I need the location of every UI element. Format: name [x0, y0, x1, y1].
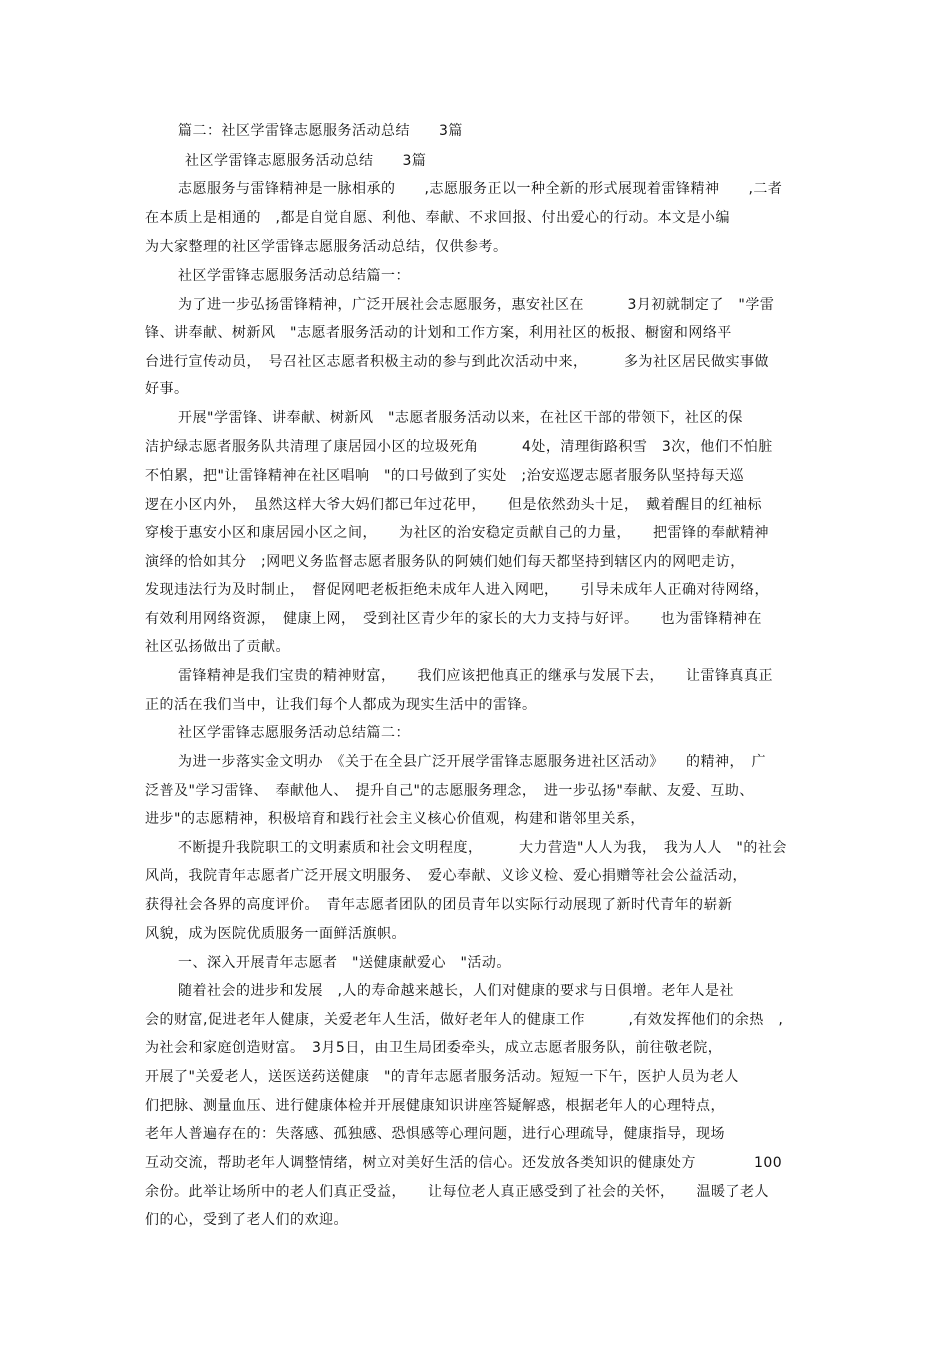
paragraph-line: 为了进一步弘扬雷锋精神，广泛开展社会志愿服务，惠安社区在 3月初就制定了 "学雷	[178, 297, 775, 313]
paragraph-line: 风貌，成为医院优质服务一面鲜活旗帜。	[145, 926, 406, 942]
paragraph-line: 进步"的志愿精神，积极培育和践行社会主义核心价值观，构建和谐邻里关系，	[145, 811, 645, 827]
paragraph-line: 为社会和家庭创造财富。 3月5日，由卫生局团委牵头，成立志愿者服务队，前往敬老院，	[145, 1040, 723, 1056]
paragraph-line: 们的心，受到了老人们的欢迎。	[145, 1212, 348, 1228]
paragraph-line: 开展"学雷锋、讲奉献、树新风 "志愿者服务活动以来，在社区干部的带领下，社区的保	[178, 410, 743, 426]
paragraph-line: 锋、讲奉献、树新风 "志愿者服务活动的计划和工作方案，利用社区的板报、橱窗和网络平	[145, 325, 732, 341]
paragraph-heading: 社区学雷锋志愿服务活动总结篇一：	[178, 268, 410, 284]
section-subheading: 社区学雷锋志愿服务活动总结 3篇	[185, 153, 427, 169]
paragraph-line: 雷锋精神是我们宝贵的精神财富， 我们应该把他真正的继承与发展下去， 让雷锋真真正	[178, 668, 773, 684]
paragraph-line: 好事。	[145, 381, 189, 397]
paragraph-line: 获得社会各界的高度评价。 青年志愿者团队的团员青年以实际行动展现了新时代青年的崭新	[145, 897, 733, 913]
paragraph-line: 泛普及"学习雷锋、 奉献他人、 提升自己"的志愿服务理念， 进一步弘扬"奉献、友爱、互助、	[145, 783, 754, 799]
paragraph-line: 不怕累，把"让雷锋精神在社区唱响 "的口号做到了实处 ;治安巡逻志愿者服务队坚持每天巡	[145, 468, 745, 484]
paragraph-line: 有效利用网络资源， 健康上网， 受到社区青少年的家长的大力支持与好评。 也为雷锋精神在	[145, 611, 762, 627]
section-heading: 篇二：社区学雷锋志愿服务活动总结 3篇	[178, 123, 463, 139]
paragraph-line: 穿梭于惠安小区和康居园小区之间， 为社区的治安稳定贡献自己的力量， 把雷锋的奉献精神	[145, 525, 769, 541]
paragraph-line: 随着社会的进步和发展 ,人的寿命越来越长，人们对健康的要求与日俱增。老年人是社	[178, 983, 734, 999]
paragraph-line: 在本质上是相通的 ,都是自觉自愿、利他、奉献、不求回报、付出爱心的行动。本文是小编	[145, 210, 730, 226]
paragraph-line: 为进一步落实金文明办 《关于在全县广泛开展学雷锋志愿服务进社区活动》 的精神， 广	[178, 754, 766, 770]
paragraph-line: 正的活在我们当中，让我们每个人都成为现实生活中的雷锋。	[145, 697, 537, 713]
paragraph-line: 互动交流，帮助老年人调整情绪，树立对美好生活的信心。还发放各类知识的健康处方 100	[145, 1155, 783, 1171]
paragraph-line: 志愿服务与雷锋精神是一脉相承的 ,志愿服务正以一种全新的形式展现着雷锋精神 ,二者	[178, 181, 783, 197]
paragraph-line: 演绎的恰如其分 ;网吧义务监督志愿者服务队的阿姨们她们每天都坚持到辖区内的网吧走访，	[145, 554, 745, 570]
paragraph-line: 老年人普遍存在的：失落感、孤独感、恐惧感等心理问题，进行心理疏导，健康指导，现场	[145, 1126, 725, 1142]
paragraph-heading: 社区学雷锋志愿服务活动总结篇二：	[178, 725, 410, 741]
paragraph-line: 余份。此举让场所中的老人们真正受益， 让每位老人真正感受到了社会的关怀， 温暖了老人	[145, 1184, 769, 1200]
paragraph-line: 会的财富,促进老年人健康，关爱老年人生活，做好老年人的健康工作 ,有效发挥他们的余热 ,	[145, 1012, 784, 1028]
paragraph-line: 为大家整理的社区学雷锋志愿服务活动总结，仅供参考。	[145, 239, 508, 255]
paragraph-line: 开展了"关爱老人，送医送药送健康 "的青年志愿者服务活动。短短一下午，医护人员为老人	[145, 1069, 739, 1085]
paragraph-line: 社区弘扬做出了贡献。	[145, 639, 290, 655]
paragraph-line: 发现违法行为及时制止， 督促网吧老板拒绝未成年人进入网吧， 引导未成年人正确对待网络，	[145, 582, 769, 598]
paragraph-line: 逻在小区内外， 虽然这样大爷大妈们都已年过花甲， 但是依然劲头十足， 戴着醒目的红袖标	[145, 497, 762, 513]
paragraph-line: 们把脉、测量血压、进行健康体检并开展健康知识讲座答疑解惑，根据老年人的心理特点，	[145, 1098, 725, 1114]
paragraph-line: 台进行宣传动员， 号召社区志愿者积极主动的参与到此次活动中来， 多为社区居民做实事做	[145, 354, 769, 370]
paragraph-line: 风尚，我院青年志愿者广泛开展文明服务、 爱心奉献、义诊义检、爱心捐赠等社会公益活动，	[145, 868, 747, 884]
paragraph-line: 不断提升我院职工的文明素质和社会文明程度， 大力营造"人人为我， 我为人人 "的社会	[178, 840, 787, 856]
paragraph-heading: 一、深入开展青年志愿者 "送健康献爱心 "活动。	[178, 955, 511, 971]
paragraph-line: 洁护绿志愿者服务队共清理了康居园小区的垃圾死角 4处，清理街路积雪 3次，他们不怕脏	[145, 439, 773, 455]
